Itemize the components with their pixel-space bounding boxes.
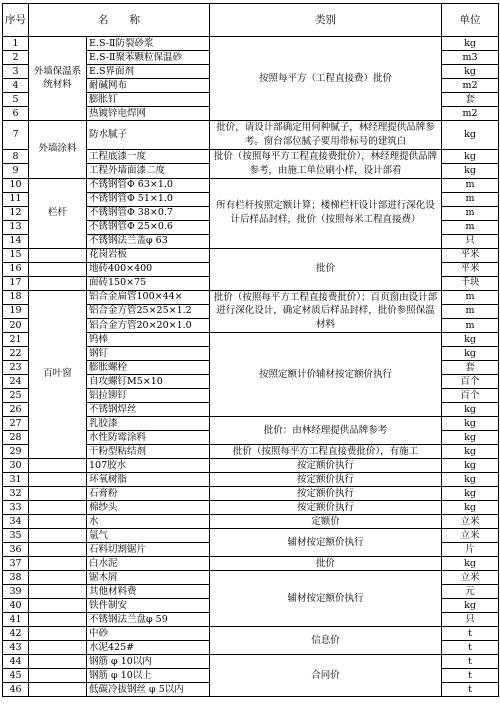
type-cell: 批价：由林经理提供品牌参考 bbox=[210, 416, 442, 444]
category-cell-empty bbox=[29, 584, 87, 598]
row-number: 39 bbox=[3, 584, 29, 598]
row-number: 1 bbox=[3, 37, 29, 51]
type-cell: 所有栏杆按照定额计算；楼梯栏杆设计部进行深化设计后样品封样，批价（按照每米工程直接费） bbox=[210, 178, 442, 248]
category-cell-empty bbox=[29, 276, 87, 290]
unit-cell: 片 bbox=[442, 542, 499, 556]
type-cell: 按定额价执行 bbox=[210, 458, 442, 472]
row-number: 24 bbox=[3, 374, 29, 388]
type-cell: 批价，请设计部确定用何种腻子，林经理提供品牌参考。窗台部位腻子要用带标号的建筑白 bbox=[210, 121, 442, 150]
row-number: 23 bbox=[3, 360, 29, 374]
unit-cell: 平米 bbox=[442, 262, 499, 276]
item-name: 不锈钢焊丝 bbox=[87, 402, 210, 416]
item-name: 不锈钢管Φ 63×1.0 bbox=[87, 178, 210, 192]
category-cell: 外墙涂料 bbox=[29, 121, 87, 179]
unit-cell: kg bbox=[442, 444, 499, 458]
type-cell: 按定额价执行 bbox=[210, 486, 442, 500]
category-cell-empty bbox=[29, 486, 87, 500]
unit-cell: kg bbox=[442, 486, 499, 500]
row-number: 28 bbox=[3, 430, 29, 444]
category-cell: 外墙保温系统材料 bbox=[29, 37, 87, 121]
unit-cell: 立米 bbox=[442, 570, 499, 584]
unit-cell: kg bbox=[442, 430, 499, 444]
table-row bbox=[3, 290, 499, 304]
item-name: 花岗岩板 bbox=[87, 248, 210, 262]
item-name: 水泥425# bbox=[87, 640, 210, 654]
item-name: 水 bbox=[87, 514, 210, 528]
row-number: 38 bbox=[3, 570, 29, 584]
item-name: 107胶水 bbox=[87, 458, 210, 472]
table-row bbox=[3, 458, 499, 472]
type-cell: 按定额价执行 bbox=[210, 500, 442, 514]
item-name: 低碳冷拔钢丝 φ 5以内 bbox=[87, 682, 210, 696]
unit-cell: t bbox=[442, 682, 499, 696]
header-name: 名 称 bbox=[29, 4, 210, 37]
row-number: 14 bbox=[3, 234, 29, 248]
unit-cell: m bbox=[442, 318, 499, 332]
row-number: 15 bbox=[3, 248, 29, 262]
row-number: 11 bbox=[3, 192, 29, 206]
unit-cell: kg bbox=[442, 556, 499, 570]
row-number: 36 bbox=[3, 542, 29, 556]
row-number: 6 bbox=[3, 107, 29, 121]
item-name: 氩气 bbox=[87, 528, 210, 542]
row-number: 44 bbox=[3, 654, 29, 668]
unit-cell: m2 bbox=[442, 107, 499, 121]
header-unit: 单位 bbox=[442, 4, 499, 37]
type-cell: 按照每平方（工程直接费）批价 bbox=[210, 37, 442, 121]
category-cell-empty bbox=[29, 668, 87, 682]
row-number: 2 bbox=[3, 51, 29, 65]
category-cell-empty bbox=[29, 542, 87, 556]
materials-table bbox=[2, 3, 499, 697]
table-row bbox=[3, 37, 499, 51]
unit-cell: 套 bbox=[442, 360, 499, 374]
item-name: 水性防霉涂料 bbox=[87, 430, 210, 444]
table-row bbox=[3, 121, 499, 150]
row-number: 27 bbox=[3, 416, 29, 430]
table-row bbox=[3, 472, 499, 486]
type-cell: 批价（按照每平方工程直接费批价），林经理提供品牌参考，由施工单位刷小样，设计部看 bbox=[210, 150, 442, 179]
table-row bbox=[3, 528, 499, 542]
unit-cell: 元 bbox=[442, 584, 499, 598]
row-number: 32 bbox=[3, 486, 29, 500]
row-number: 17 bbox=[3, 276, 29, 290]
item-name: 其他材料费 bbox=[87, 584, 210, 598]
unit-cell: 百个 bbox=[442, 374, 499, 388]
row-number: 29 bbox=[3, 444, 29, 458]
type-cell: 定额价 bbox=[210, 514, 442, 528]
category-cell-empty bbox=[29, 248, 87, 262]
type-cell: 信息价 bbox=[210, 626, 442, 654]
unit-cell: 千块 bbox=[442, 276, 499, 290]
row-number: 26 bbox=[3, 402, 29, 416]
item-name: 钢筋 φ 10以内 bbox=[87, 654, 210, 668]
item-name: 不锈钢管Φ 25×0.6 bbox=[87, 220, 210, 234]
unit-cell: m bbox=[442, 178, 499, 192]
item-name: 铝合金方管25×25×1.2 bbox=[87, 304, 210, 318]
table-row bbox=[3, 248, 499, 262]
header-type: 类别 bbox=[210, 4, 442, 37]
category-cell-empty bbox=[29, 500, 87, 514]
item-name: 石料切割锯片 bbox=[87, 542, 210, 556]
unit-cell: kg bbox=[442, 598, 499, 612]
category-cell-empty bbox=[29, 458, 87, 472]
row-number: 3 bbox=[3, 65, 29, 79]
row-number: 7 bbox=[3, 121, 29, 150]
unit-cell: 只 bbox=[442, 612, 499, 626]
type-cell: 批价（按照每平方工程直接费批价），有施工 bbox=[210, 444, 442, 458]
row-number: 42 bbox=[3, 626, 29, 640]
table-row bbox=[3, 556, 499, 570]
item-name: 铝合金扁管100×44× bbox=[87, 290, 210, 304]
category-cell-empty bbox=[29, 612, 87, 626]
item-name: 干粉型粘结剂 bbox=[87, 444, 210, 458]
category-cell-empty bbox=[29, 654, 87, 668]
item-name: 棉纱头 bbox=[87, 500, 210, 514]
unit-cell: kg bbox=[442, 500, 499, 514]
header-row bbox=[3, 4, 499, 37]
row-number: 22 bbox=[3, 346, 29, 360]
row-number: 30 bbox=[3, 458, 29, 472]
item-name: 铝拉铆钉 bbox=[87, 388, 210, 402]
category-cell-empty bbox=[29, 556, 87, 570]
row-number: 21 bbox=[3, 332, 29, 346]
unit-cell: kg bbox=[442, 472, 499, 486]
item-name: 环氧树脂 bbox=[87, 472, 210, 486]
unit-cell: 立米 bbox=[442, 528, 499, 542]
type-cell: 批价 bbox=[210, 556, 442, 570]
type-cell: 批价 bbox=[210, 248, 442, 290]
item-name: 热镀锌电焊网 bbox=[87, 107, 210, 121]
item-name: 白水泥 bbox=[87, 556, 210, 570]
row-number: 41 bbox=[3, 612, 29, 626]
item-name: 膨胀钉 bbox=[87, 93, 210, 107]
item-name: 工程底漆一度 bbox=[87, 150, 210, 164]
row-number: 10 bbox=[3, 178, 29, 192]
table-row bbox=[3, 500, 499, 514]
item-name: 钨棒 bbox=[87, 332, 210, 346]
type-cell: 辅材按定额价执行 bbox=[210, 570, 442, 626]
row-number: 12 bbox=[3, 206, 29, 220]
unit-cell: kg bbox=[442, 402, 499, 416]
row-number: 9 bbox=[3, 164, 29, 178]
unit-cell: t bbox=[442, 626, 499, 640]
category-cell-empty bbox=[29, 528, 87, 542]
row-number: 8 bbox=[3, 150, 29, 164]
unit-cell: m bbox=[442, 304, 499, 318]
row-number: 46 bbox=[3, 682, 29, 696]
unit-cell: m bbox=[442, 220, 499, 234]
row-number: 45 bbox=[3, 668, 29, 682]
row-number: 31 bbox=[3, 472, 29, 486]
category-cell-empty bbox=[29, 514, 87, 528]
category-cell: 栏杆 bbox=[29, 178, 87, 248]
item-name: 防水腻子 bbox=[87, 121, 210, 150]
unit-cell: kg bbox=[442, 65, 499, 79]
item-name: E.S界面剂 bbox=[87, 65, 210, 79]
item-name: 面砖150×75 bbox=[87, 276, 210, 290]
table-row bbox=[3, 654, 499, 668]
unit-cell: m bbox=[442, 192, 499, 206]
type-cell: 批价（按照每平方工程直接费批价）；百页窗由设计部进行深化设计，确定材质后样品封样，批价参照保温材料 bbox=[210, 290, 442, 332]
item-name: 中砂 bbox=[87, 626, 210, 640]
row-number: 4 bbox=[3, 79, 29, 93]
unit-cell: kg bbox=[442, 458, 499, 472]
type-cell: 合同价 bbox=[210, 654, 442, 696]
unit-cell: 百个 bbox=[442, 388, 499, 402]
unit-cell: kg bbox=[442, 164, 499, 178]
item-name: 耐碱网布 bbox=[87, 79, 210, 93]
item-name: 钢钉 bbox=[87, 346, 210, 360]
header-no: 序号 bbox=[3, 4, 29, 37]
table-row bbox=[3, 626, 499, 640]
item-name: 不锈钢法兰盘φ 59 bbox=[87, 612, 210, 626]
item-name: 地砖400×400 bbox=[87, 262, 210, 276]
unit-cell: 套 bbox=[442, 93, 499, 107]
unit-cell: kg bbox=[442, 121, 499, 150]
category-cell-empty bbox=[29, 570, 87, 584]
type-cell: 辅材按定额价执行 bbox=[210, 528, 442, 556]
row-number: 34 bbox=[3, 514, 29, 528]
item-name: 钢筋 φ 10以上 bbox=[87, 668, 210, 682]
unit-cell: kg bbox=[442, 150, 499, 164]
unit-cell: 立米 bbox=[442, 514, 499, 528]
item-name: 锯木屑 bbox=[87, 570, 210, 584]
row-number: 37 bbox=[3, 556, 29, 570]
table-row bbox=[3, 514, 499, 528]
row-number: 19 bbox=[3, 304, 29, 318]
row-number: 13 bbox=[3, 220, 29, 234]
table-row bbox=[3, 178, 499, 192]
item-name: 铝合金方管20×20×1.0 bbox=[87, 318, 210, 332]
category-cell-empty bbox=[29, 626, 87, 640]
unit-cell: m3 bbox=[442, 51, 499, 65]
unit-cell: kg bbox=[442, 37, 499, 51]
row-number: 40 bbox=[3, 598, 29, 612]
table-row bbox=[3, 486, 499, 500]
row-number: 25 bbox=[3, 388, 29, 402]
item-name: E.S-Ⅱ防裂砂浆 bbox=[87, 37, 210, 51]
unit-cell: m2 bbox=[442, 79, 499, 93]
item-name: 不锈钢管Φ 38×0.7 bbox=[87, 206, 210, 220]
row-number: 35 bbox=[3, 528, 29, 542]
unit-cell: m bbox=[442, 206, 499, 220]
unit-cell: t bbox=[442, 668, 499, 682]
row-number: 5 bbox=[3, 93, 29, 107]
row-number: 20 bbox=[3, 318, 29, 332]
row-number: 33 bbox=[3, 500, 29, 514]
category-cell-empty bbox=[29, 640, 87, 654]
category-cell: 百叶窗 bbox=[29, 290, 87, 458]
item-name: 膨胀螺栓 bbox=[87, 360, 210, 374]
category-cell-empty bbox=[29, 682, 87, 696]
row-number: 43 bbox=[3, 640, 29, 654]
unit-cell: 平米 bbox=[442, 248, 499, 262]
category-cell-empty bbox=[29, 598, 87, 612]
unit-cell: m bbox=[442, 290, 499, 304]
item-name: 自攻螺钉M5×10 bbox=[87, 374, 210, 388]
unit-cell: kg bbox=[442, 346, 499, 360]
category-cell-empty bbox=[29, 262, 87, 276]
item-name: 石膏粉 bbox=[87, 486, 210, 500]
type-cell: 按照定额计价辅材按定额价执行 bbox=[210, 332, 442, 416]
unit-cell: kg bbox=[442, 332, 499, 346]
item-name: 不锈钢管Φ 51×1.0 bbox=[87, 192, 210, 206]
item-name: E.S-Ⅱ聚苯颗粒保温砂 bbox=[87, 51, 210, 65]
category-cell-empty bbox=[29, 472, 87, 486]
item-name: 乳胶漆 bbox=[87, 416, 210, 430]
unit-cell: t bbox=[442, 640, 499, 654]
unit-cell: t bbox=[442, 654, 499, 668]
item-name: 不锈钢法兰盖φ 63 bbox=[87, 234, 210, 248]
row-number: 18 bbox=[3, 290, 29, 304]
item-name: 铁件制安 bbox=[87, 598, 210, 612]
unit-cell: 只 bbox=[442, 234, 499, 248]
table-row bbox=[3, 570, 499, 584]
item-name: 工程外墙面漆二度 bbox=[87, 164, 210, 178]
type-cell: 按定额价执行 bbox=[210, 472, 442, 486]
unit-cell: kg bbox=[442, 416, 499, 430]
row-number: 16 bbox=[3, 262, 29, 276]
